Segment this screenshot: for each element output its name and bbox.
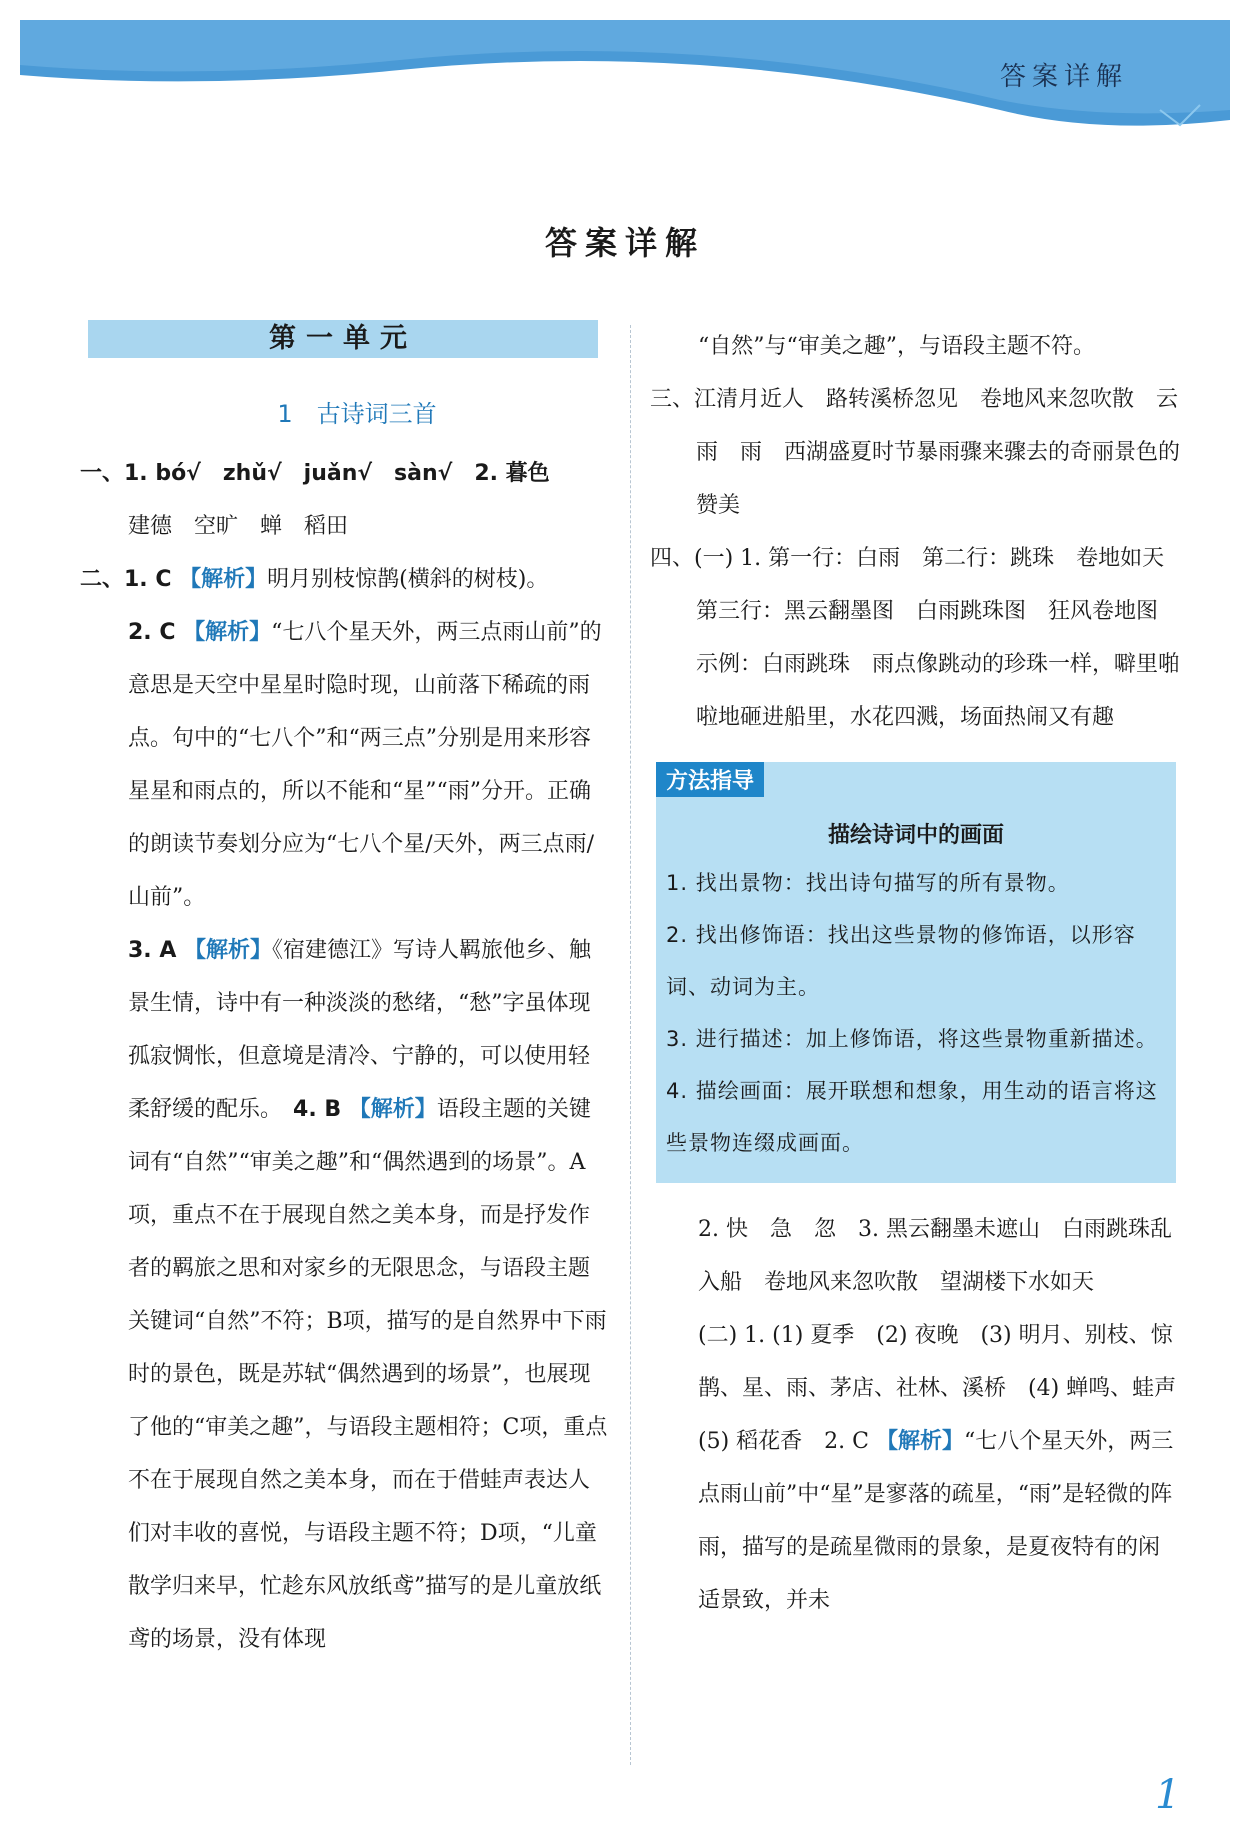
answer-4-part2-text: (二) 1. (1) 夏季 (2) 夜晚 (3) 明月、别枝、惊鹊、星、雨、茅店、社林、溪桥 (4) 蝉鸣、蛙声 (5) 稻花香 2. C (698, 1323, 1199, 1454)
unit-title: 第一单元 (88, 320, 598, 358)
answer-4-part2 (650, 1309, 1199, 1627)
answer-2-3 (80, 924, 610, 1666)
answer-2-1-text: 明月别枝惊鹊(横斜的树枝)。 (267, 567, 549, 592)
method-step: 3. 进行描述：加上修饰语，将这些景物重新描述。 (666, 1027, 1158, 1051)
answer-4-2-3: 2. 快 急 忽 3. 黑云翻墨未遮山 白雨跳珠乱入船 卷地风来忽吹散 望湖楼下水如天 (698, 1217, 1172, 1295)
analysis-tag: 【解析】 (348, 1097, 437, 1122)
analysis-tag: 【解析】 (184, 938, 273, 963)
answer-2-2 (80, 606, 610, 924)
lesson-title (80, 394, 610, 429)
answer-section-3: 三、江清月近人 路转溪桥忽见 卷地风来忽吹散 云 雨 雨 西湖盛夏时节暴雨骤来骤去的奇丽景色的赞美 (650, 387, 1201, 518)
analysis-tag: 【解析】 (179, 567, 268, 592)
right-column (650, 320, 1201, 1627)
answer-2-2-text: “七八个星天外，两三点雨山前”的意思是天空中星星时隐时现，山前落下稀疏的雨点。句中的“七八个”和“两三点”分别是用来形容星星和雨点的，所以不能和“星”“雨”分开。正确的朗读节奏划分应为“七八个星/天外，两三点雨/山前”。 (128, 620, 602, 910)
answer-2-3-label: 3. A (128, 938, 185, 963)
page-title: 答案详解 (544, 224, 705, 262)
column-divider (630, 325, 631, 1765)
analysis-tag: 【解析】 (183, 620, 272, 645)
answer-2-1-label: 二、1. C (80, 567, 180, 592)
page-number: 1 (1155, 1772, 1181, 1818)
lesson-number: 1 (277, 400, 293, 428)
method-guide-box (656, 762, 1176, 1183)
method-step: 1. 找出景物：找出诗句描写的所有景物。 (666, 871, 1070, 895)
method-step: 4. 描绘画面：展开联想和想象，用生动的语言将这些景物连缀成画面。 (666, 1079, 1158, 1155)
left-column (80, 320, 610, 1666)
lesson-name: 古诗词三首 (316, 400, 437, 428)
answer-1-line2: 建德 空旷 蝉 稻田 (128, 514, 349, 539)
analysis-tag: 【解析】 (875, 1429, 964, 1454)
header-label: 答案详解 (1000, 62, 1129, 92)
answer-2-3-text: 《宿建德江》写诗人羁旅他乡、触景生情，诗中有一种淡淡的愁绪，“愁”字虽体现孤寂惆怅，但意境是清冷、宁静的，可以使用轻柔舒缓的配乐。 (128, 938, 592, 1122)
answer-2-4-label: 4. B (293, 1097, 349, 1122)
method-guide-title: 描绘诗词中的画面 (827, 823, 1004, 848)
answer-2-4-text: 语段主题的关键词有“自然”“审美之趣”和“偶然遇到的场景”。A项，重点不在于展现自然之美本身，而是抒发作者的羁旅之思和对家乡的无限思念，与语段主题关键词“自然”不符；B项，描写的是自然界中下雨时的景色，既是苏轼“偶然遇到的场景”，也展现了他的“审美之趣”，与语段主题相符；C项，重点不在于展现自然之美本身，而在于借蛙声表达人们对丰收的喜悦，与语段主题不符；D项，“儿童散学归来早，忙趁东风放纸鸢”描写的是儿童放纸鸢的场景，没有体现 (128, 1097, 608, 1652)
method-guide-label: 方法指导 (656, 762, 764, 797)
answer-continued: “自然”与“审美之趣”，与语段主题不符。 (698, 334, 1095, 359)
method-step: 2. 找出修饰语：找出这些景物的修饰语，以形容词、动词为主。 (666, 923, 1136, 999)
answer-1-line1: 一、1. bó√ zhǔ√ juǎn√ sàn√ 2. 暮色 (80, 461, 550, 486)
answer-2-1 (80, 553, 610, 606)
answer-section-4: 四、(一) 1. 第一行：白雨 第二行：跳珠 卷地如天 第三行：黑云翻墨图 白雨跳珠图 狂风卷地图 示例：白雨跳珠 雨点像跳动的珍珠一样，噼里啪啦地砸进船里，水花四溅，场面热闹又有趣 (650, 546, 1187, 730)
answer-section-1 (80, 447, 610, 500)
answer-4-part2-analysis: “七八个星天外，两三点雨山前”中“星”是寥落的疏星，“雨”是轻微的阵雨，描写的是疏星微雨的景象，是夏夜特有的闲适景致，并未 (698, 1429, 1174, 1613)
answer-2-2-label: 2. C (128, 620, 184, 645)
